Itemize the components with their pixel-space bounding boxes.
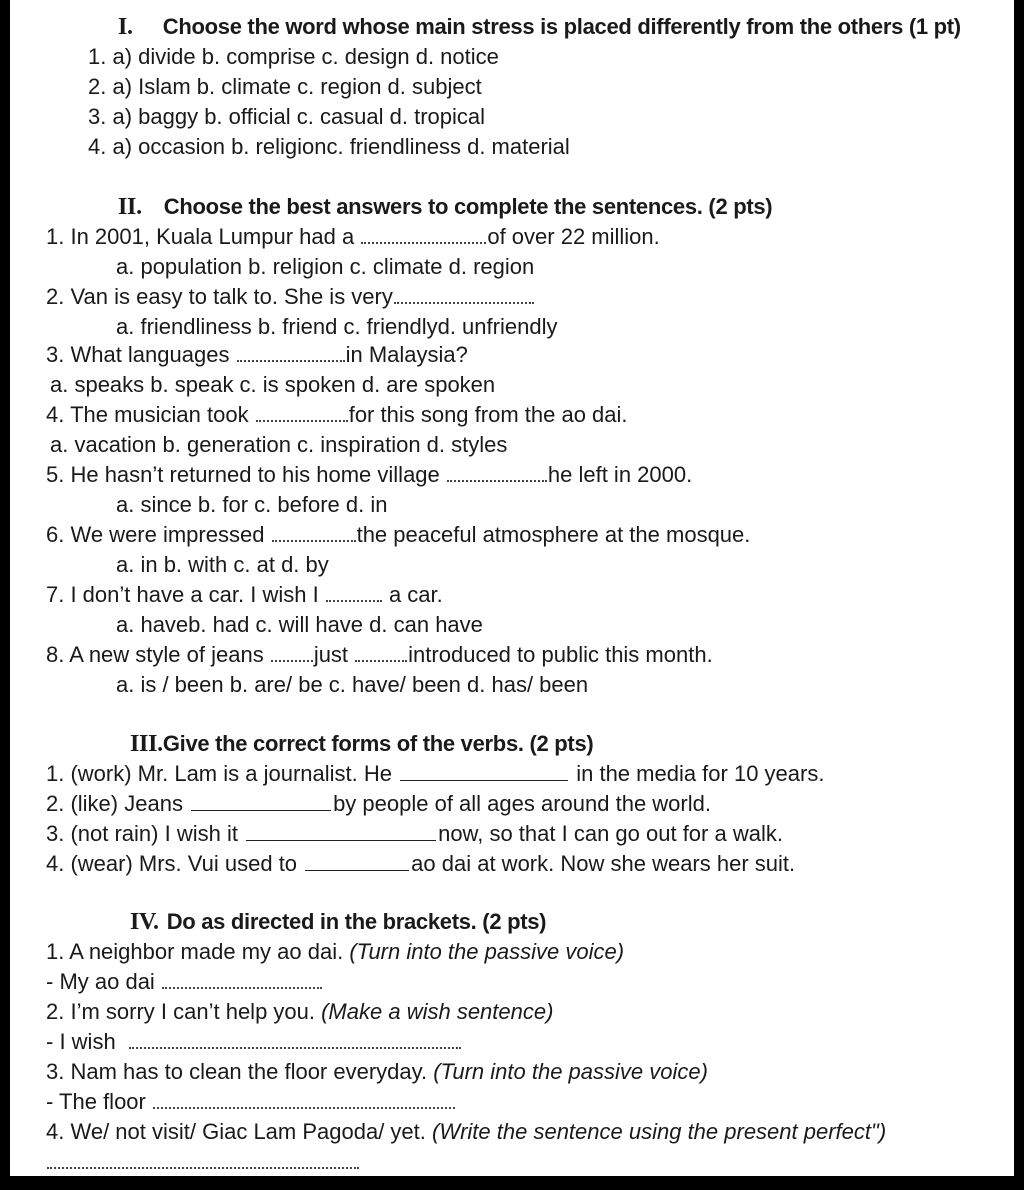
- answer-blank[interactable]: [400, 780, 568, 781]
- question-text: 1. (work) Mr. Lam is a journalist. He: [46, 761, 399, 786]
- section4-numeral: IV.: [130, 909, 159, 935]
- answer-prefix: - The floor: [46, 1089, 152, 1114]
- question-text: a car.: [382, 582, 443, 607]
- question-text: 1. In 2001, Kuala Lumpur had a: [46, 224, 361, 249]
- section4-question-4: [46, 1118, 886, 1146]
- section4-question-3: [46, 1058, 708, 1086]
- section1-item-1: 1. a) divide b. comprise c. design d. notice: [88, 44, 499, 69]
- section3-title: Give the correct forms of the verbs. (2 pts): [162, 731, 594, 756]
- section2-options-3: a. speaks b. speak c. is spoken d. are spoken: [50, 372, 496, 397]
- section2-question-1: [46, 223, 660, 251]
- section2-question-7: [46, 581, 443, 609]
- section2-heading: [118, 193, 772, 221]
- section2-question-5: [46, 461, 692, 489]
- question-text: 7. I don’t have a car. I wish I: [46, 582, 325, 607]
- answer-blank[interactable]: [246, 840, 436, 841]
- section2-options-8: a. is / been b. are/ be c. have/ been d. has/ been: [116, 672, 589, 697]
- question-text: for this song from the ao dai.: [348, 402, 628, 427]
- section2-title: Choose the best answers to complete the sentences. (2 pts): [163, 194, 773, 219]
- answer-blank[interactable]: [162, 987, 322, 989]
- section2-question-8: [46, 641, 713, 669]
- question-text: introduced to public this month.: [408, 642, 713, 667]
- section2-question-6: [46, 521, 750, 549]
- instruction-hint: (Write the sentence using the present perfect"): [432, 1119, 887, 1144]
- question-text: 6. We were impressed: [46, 522, 271, 547]
- section2-question-4: [46, 401, 628, 429]
- section4-answer-2: [46, 1028, 462, 1056]
- section2-options-1: a. population b. religion c. climate d. region: [116, 254, 535, 279]
- answer-blank[interactable]: [355, 660, 407, 662]
- answer-blank[interactable]: [191, 810, 331, 811]
- section2-options-6: a. in b. with c. at d. by: [116, 552, 329, 577]
- question-text: 5. He hasn’t returned to his home village: [46, 462, 446, 487]
- question-text: 1. A neighbor made my ao dai.: [46, 939, 350, 964]
- section1-item-3: 3. a) baggy b. official c. casual d. tropical: [88, 104, 486, 129]
- section4-answer-4: [46, 1148, 360, 1176]
- instruction-hint: (Turn into the passive voice): [433, 1059, 708, 1084]
- section2-question-3: [46, 341, 468, 369]
- question-text: 4. (wear) Mrs. Vui used to: [46, 851, 304, 876]
- section3-question-4: [46, 850, 795, 878]
- question-text: ao dai at work. Now she wears her suit.: [411, 851, 796, 876]
- answer-blank[interactable]: [305, 870, 409, 871]
- answer-prefix: - I wish: [46, 1029, 122, 1054]
- question-text: 8. A new style of jeans: [46, 642, 270, 667]
- worksheet-page: [10, 0, 1014, 1176]
- question-text: just: [313, 642, 355, 667]
- answer-blank[interactable]: [326, 600, 382, 602]
- section1-numeral: I.: [118, 14, 133, 40]
- answer-blank[interactable]: [361, 242, 486, 244]
- question-text: now, so that I can go out for a walk.: [438, 821, 783, 846]
- section1-heading: [118, 13, 961, 41]
- section1-title: Choose the word whose main stress is placed differently from the others (1 pt): [162, 14, 961, 39]
- question-text: 4. We/ not visit/ Giac Lam Pagoda/ yet.: [46, 1119, 432, 1144]
- section3-question-1: [46, 760, 824, 788]
- question-text: 2. (like) Jeans: [46, 791, 190, 816]
- section4-heading: [130, 908, 546, 936]
- section3-question-3: [46, 820, 783, 848]
- section4-answer-3: [46, 1088, 456, 1116]
- section4-title: Do as directed in the brackets. (2 pts): [166, 909, 547, 934]
- section2-options-4: a. vacation b. generation c. inspiration d. styles: [50, 432, 508, 457]
- question-text: 3. What languages: [46, 342, 236, 367]
- question-text: by people of all ages around the world.: [333, 791, 711, 816]
- instruction-hint: (Make a wish sentence): [321, 999, 554, 1024]
- answer-blank[interactable]: [237, 360, 345, 362]
- answer-blank[interactable]: [394, 302, 534, 304]
- answer-blank[interactable]: [272, 540, 356, 542]
- section2-options-7: a. haveb. had c. will have d. can have: [116, 612, 483, 637]
- section4-answer-1: [46, 968, 323, 996]
- section1-item-4: 4. a) occasion b. religionc. friendliness d. material: [88, 134, 570, 159]
- question-text: in the media for 10 years.: [570, 761, 825, 786]
- question-text: 3. (not rain) I wish it: [46, 821, 245, 846]
- question-text: in Malaysia?: [345, 342, 468, 367]
- section2-question-2: [46, 283, 535, 311]
- section2-options-2: a. friendliness b. friend c. friendlyd. unfriendly: [116, 314, 558, 339]
- answer-blank[interactable]: [447, 480, 547, 482]
- question-text: the peaceful atmosphere at the mosque.: [356, 522, 751, 547]
- section3-heading: [130, 730, 593, 758]
- answer-blank[interactable]: [256, 420, 348, 422]
- instruction-hint: (Turn into the passive voice): [349, 939, 625, 964]
- section1-item-2: 2. a) Islam b. climate c. region d. subject: [88, 74, 482, 99]
- question-text: of over 22 million.: [487, 224, 660, 249]
- section4-question-2: [46, 998, 553, 1026]
- section3-numeral: III.: [130, 731, 163, 757]
- section3-question-2: [46, 790, 711, 818]
- answer-blank[interactable]: [153, 1107, 455, 1109]
- answer-blank[interactable]: [129, 1047, 461, 1049]
- answer-blank[interactable]: [271, 660, 313, 662]
- question-text: 2. I’m sorry I can’t help you.: [46, 999, 322, 1024]
- question-text: 3. Nam has to clean the floor everyday.: [46, 1059, 434, 1084]
- question-text: 2. Van is easy to talk to. She is very: [46, 284, 393, 309]
- answer-prefix: - My ao dai: [46, 969, 161, 994]
- question-text: he left in 2000.: [547, 462, 693, 487]
- section4-question-1: [46, 938, 624, 966]
- question-text: 4. The musician took: [46, 402, 255, 427]
- section2-options-5: a. since b. for c. before d. in: [116, 492, 388, 517]
- section2-numeral: II.: [118, 194, 142, 220]
- answer-blank[interactable]: [47, 1167, 359, 1169]
